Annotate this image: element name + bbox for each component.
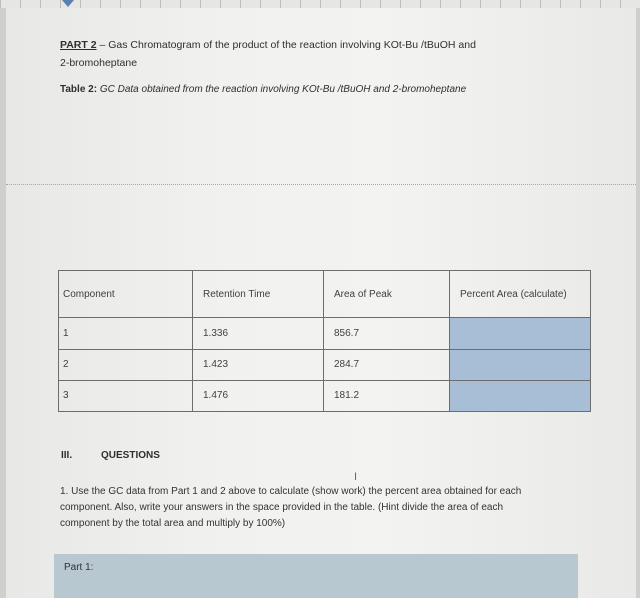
section-divider <box>6 184 636 185</box>
table-row <box>59 349 591 380</box>
questions-heading <box>61 450 160 461</box>
ruler-indent-marker-icon[interactable] <box>62 0 74 7</box>
answer-box-label: Part 1: <box>64 562 94 573</box>
cell-area: 284.7 <box>324 349 450 380</box>
questions-roman-numeral: III. <box>61 450 73 461</box>
cell-percent-area-input[interactable] <box>450 349 591 380</box>
header-component: Component <box>59 271 193 318</box>
cell-component: 1 <box>59 318 193 349</box>
table-header-row <box>59 271 591 318</box>
cell-retention-time: 1.336 <box>193 318 324 349</box>
cell-percent-area-input[interactable] <box>450 380 591 411</box>
gc-data-table <box>58 270 591 412</box>
question-1 <box>60 484 596 532</box>
question-1-line3: component by the total area and multiply by 100%) <box>60 518 286 529</box>
question-1-line1: 1. Use the GC data from Part 1 and 2 above to calculate (show work) the percent area obtained for each <box>60 486 522 497</box>
table-caption-text: GC Data obtained from the reaction involving KOt-Bu /tBuOH and 2-bromoheptane <box>97 84 467 95</box>
cell-area: 856.7 <box>324 318 450 349</box>
cell-retention-time: 1.423 <box>193 349 324 380</box>
part2-text-line2: 2-bromoheptane <box>60 57 138 69</box>
header-retention-time: Retention Time <box>193 271 324 318</box>
part2-label: PART 2 <box>60 39 97 51</box>
text-cursor-icon: I <box>354 471 358 483</box>
ruler <box>0 0 640 8</box>
questions-title: QUESTIONS <box>101 450 160 461</box>
cell-percent-area-input[interactable] <box>450 318 591 349</box>
table-caption <box>60 84 580 95</box>
part2-text-line1: – Gas Chromatogram of the product of the reaction involving KOt-Bu /tBuOH and <box>96 39 476 51</box>
table-row <box>59 380 591 411</box>
cell-component: 3 <box>59 380 193 411</box>
document-page <box>6 8 636 598</box>
header-percent-area: Percent Area (calculate) <box>450 271 591 318</box>
cell-area: 181.2 <box>324 380 450 411</box>
cell-component: 2 <box>59 349 193 380</box>
answer-box-part1[interactable] <box>54 554 578 598</box>
table-caption-label: Table 2: <box>60 84 98 95</box>
cell-retention-time: 1.476 <box>193 380 324 411</box>
header-area-of-peak: Area of Peak <box>324 271 450 318</box>
table-row <box>59 318 591 349</box>
part2-heading <box>60 36 530 72</box>
question-1-line2: component. Also, write your answers in the space provided in the table. (Hint divide the area of each <box>60 502 504 513</box>
